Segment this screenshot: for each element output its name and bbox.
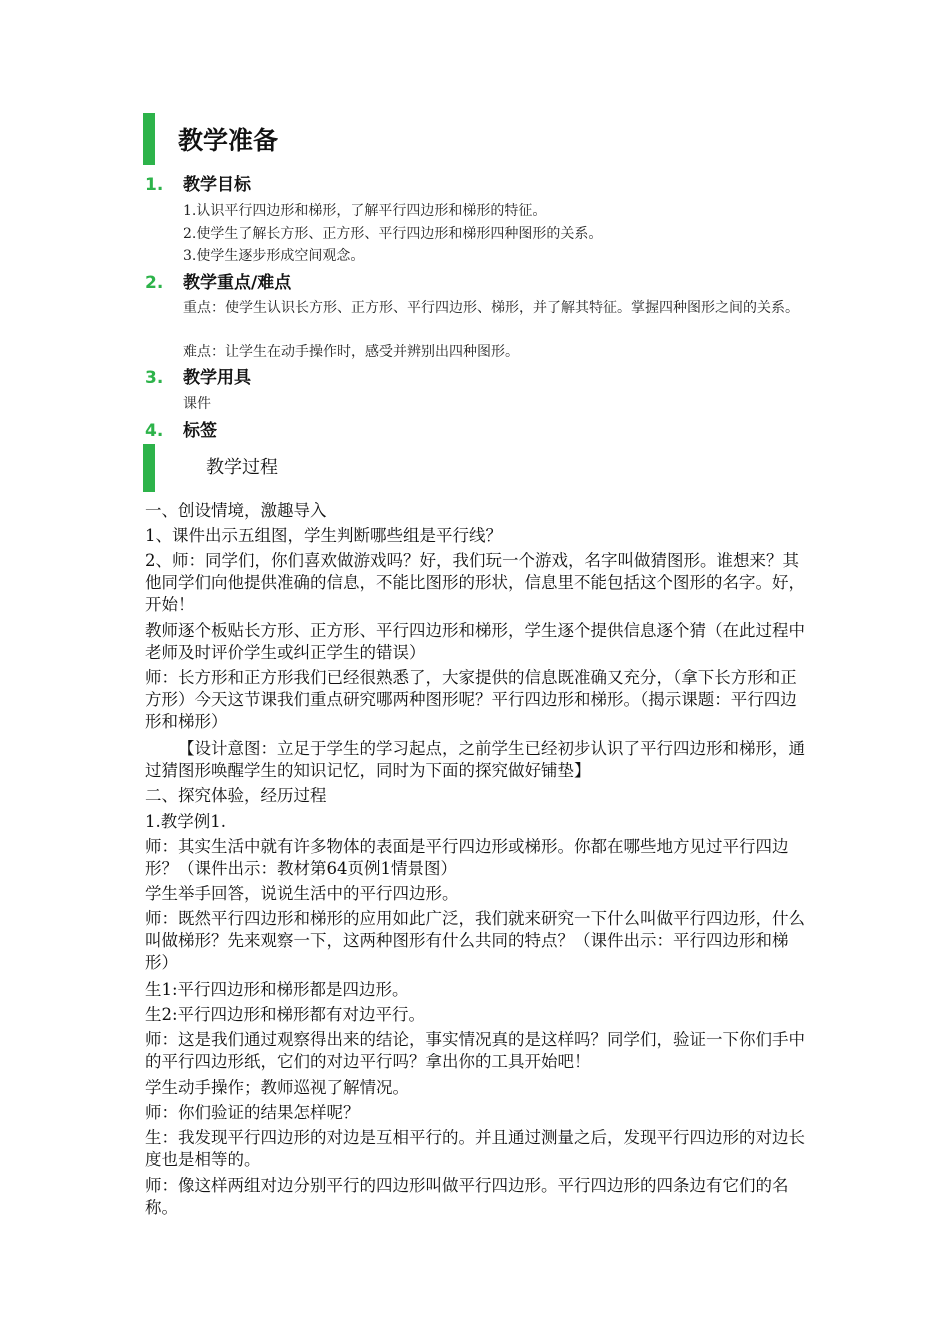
section-number: 4. xyxy=(145,421,164,441)
paragraph: 师：像这样两组对边分别平行的四边形叫做平行四边形。平行四边形的四条边有它们的名称。 xyxy=(145,1176,789,1217)
section-title-keypoints: 教学重点/难点 xyxy=(183,273,292,293)
paragraph: 师：你们验证的结果怎样呢？ xyxy=(145,1103,360,1122)
paragraph: 2、师：同学们，你们喜欢做游戏吗？好，我们玩一个游戏，名字叫做猜图形。谁想来？其他同学们向他提供准确的信息，不能比图形的形状，信息里不能包括这个图形的名字。好，开始！ xyxy=(145,551,805,614)
section-title-goals: 教学目标 xyxy=(183,175,251,195)
paragraph: 师：这是我们通过观察得出来的结论，事实情况真的是这样吗？同学们，验证一下你们手中的平行四边形纸，它们的对边平行吗？拿出你的工具开始吧！ xyxy=(145,1030,805,1071)
section-number: 2. xyxy=(145,273,164,293)
tools-line: 课件 xyxy=(183,396,211,412)
section-title-tags: 标签 xyxy=(183,421,217,441)
section-number: 3. xyxy=(145,368,164,388)
paragraph: 一、创设情境，激趣导入 xyxy=(145,501,327,520)
paragraph: 1.教学例1. xyxy=(145,812,226,831)
section-accent-bar xyxy=(143,113,155,165)
paragraph: 生1:平行四边形和梯形都是四边形。 xyxy=(145,980,409,999)
keypoint-line: 重点：使学生认识长方形、正方形、平行四边形、梯形，并了解其特征。掌握四种图形之间的关系。 xyxy=(183,300,799,316)
paragraph: 学生举手回答，说说生活中的平行四边形。 xyxy=(145,884,459,903)
paragraph: 教师逐个板贴长方形、正方形、平行四边形和梯形，学生逐个提供信息逐个猜（在此过程中老师及时评价学生或纠正学生的错误） xyxy=(145,621,805,662)
paragraph: 1、课件出示五组图，学生判断哪些组是平行线？ xyxy=(145,526,502,545)
paragraph: 生2:平行四边形和梯形都有对边平行。 xyxy=(145,1005,426,1024)
goal-line: 1.认识平行四边形和梯形，了解平行四边形和梯形的特征。 xyxy=(183,203,547,219)
paragraph: 生：我发现平行四边形的对边是互相平行的。并且通过测量之后，发现平行四边形的对边长度也是相等的。 xyxy=(145,1128,805,1169)
paragraph: 学生动手操作；教师巡视了解情况。 xyxy=(145,1078,409,1097)
section-accent-bar xyxy=(143,444,155,492)
difficulty-line: 难点：让学生在动手操作时，感受并辨别出四种图形。 xyxy=(183,344,519,360)
design-intent-paragraph: 【设计意图：立足于学生的学习起点，之前学生已经初步认识了平行四边形和梯形，通过猜图形唤醒学生的知识记忆，同时为下面的探究做好铺垫】 xyxy=(145,739,805,780)
section-number: 1. xyxy=(145,175,164,195)
goal-line: 3.使学生逐步形成空间观念。 xyxy=(183,248,365,264)
paragraph: 师：其实生活中就有许多物体的表面是平行四边形或梯形。你都在哪些地方见过平行四边形？（课件出示：教材第64页例1情景图） xyxy=(145,837,789,878)
paragraph: 师：既然平行四边形和梯形的应用如此广泛，我们就来研究一下什么叫做平行四边形，什么叫做梯形？先来观察一下，这两种图形有什么共同的特点？（课件出示：平行四边形和梯形） xyxy=(145,909,805,972)
prep-title: 教学准备 xyxy=(178,126,279,155)
process-title: 教学过程 xyxy=(206,457,278,478)
paragraph: 师：长方形和正方形我们已经很熟悉了，大家提供的信息既准确又充分，（拿下长方形和正方形）今天这节课我们重点研究哪两种图形呢？平行四边形和梯形。（揭示课题：平行四边形和梯形） xyxy=(145,668,797,731)
paragraph: 二、探究体验，经历过程 xyxy=(145,786,327,805)
goal-line: 2.使学生了解长方形、正方形、平行四边形和梯形四种图形的关系。 xyxy=(183,226,603,242)
section-title-tools: 教学用具 xyxy=(183,368,251,388)
